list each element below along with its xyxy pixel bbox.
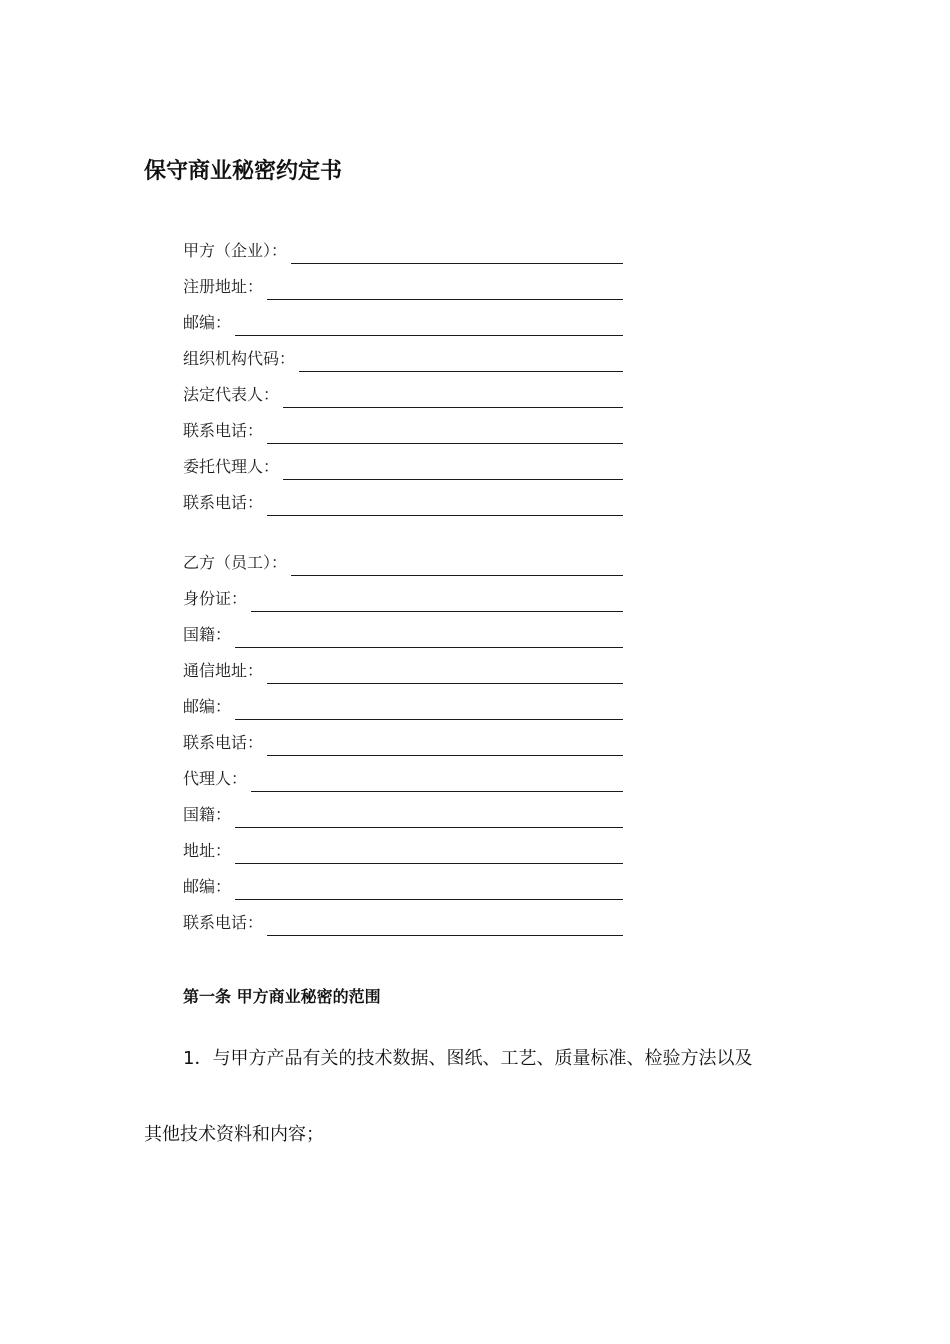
document-title: 保守商业秘密约定书 [144,159,343,184]
field-label: 地址： [183,841,232,860]
postcode-field [183,874,623,900]
field-label: 国籍： [183,805,232,824]
fill-in-line[interactable] [283,406,623,408]
field-label: 通信地址： [183,661,264,680]
field-label: 国籍： [183,625,232,644]
fill-in-line[interactable] [267,514,623,516]
fill-in-line[interactable] [235,898,623,900]
field-label: 联系电话： [183,493,264,512]
agent-field [183,766,623,792]
registered-address-field [183,274,623,300]
id-card-field [183,586,623,612]
fill-in-line[interactable] [235,862,623,864]
phone-field [183,418,623,444]
field-label: 身份证： [183,589,248,608]
postcode-field [183,310,623,336]
field-label: 邮编： [183,877,232,896]
field-label: 联系电话： [183,733,264,752]
address-field [183,838,623,864]
field-label: 组织机构代码： [183,349,296,368]
fill-in-line[interactable] [235,718,623,720]
field-label: 委托代理人： [183,457,280,476]
fill-in-line[interactable] [235,334,623,336]
nationality-field [183,802,623,828]
fill-in-line[interactable] [235,646,623,648]
fill-in-line[interactable] [251,790,623,792]
fill-in-line[interactable] [251,610,623,612]
fill-in-line[interactable] [267,298,623,300]
legal-representative-field [183,382,623,408]
field-label: 乙方（员工）： [183,553,288,572]
postcode-field [183,694,623,720]
field-label: 法定代表人： [183,385,280,404]
paragraph-line: 1．与甲方产品有关的技术数据、图纸、工艺、质量标准、检验方法以及 [183,1048,753,1069]
fill-in-line[interactable] [283,478,623,480]
authorized-agent-field [183,454,623,480]
mailing-address-field [183,658,623,684]
field-label: 联系电话： [183,421,264,440]
fill-in-line[interactable] [291,262,623,264]
fill-in-line[interactable] [267,754,623,756]
party-a-field [183,238,623,264]
phone-field [183,490,623,516]
field-label: 邮编： [183,313,232,332]
fill-in-line[interactable] [267,442,623,444]
nationality-field [183,622,623,648]
phone-field [183,730,623,756]
phone-field [183,910,623,936]
fill-in-line[interactable] [299,370,623,372]
fill-in-line[interactable] [291,574,623,576]
fill-in-line[interactable] [267,934,623,936]
field-label: 邮编： [183,697,232,716]
party-b-field [183,550,623,576]
paragraph-line: 其他技术资料和内容； [144,1124,324,1145]
fill-in-line[interactable] [235,826,623,828]
fill-in-line[interactable] [267,682,623,684]
field-label: 代理人： [183,769,248,788]
field-label: 甲方（企业）： [183,241,288,260]
organization-code-field [183,346,623,372]
field-label: 联系电话： [183,913,264,932]
article-heading: 第一条 甲方商业秘密的范围 [183,987,381,1006]
field-label: 注册地址： [183,277,264,296]
